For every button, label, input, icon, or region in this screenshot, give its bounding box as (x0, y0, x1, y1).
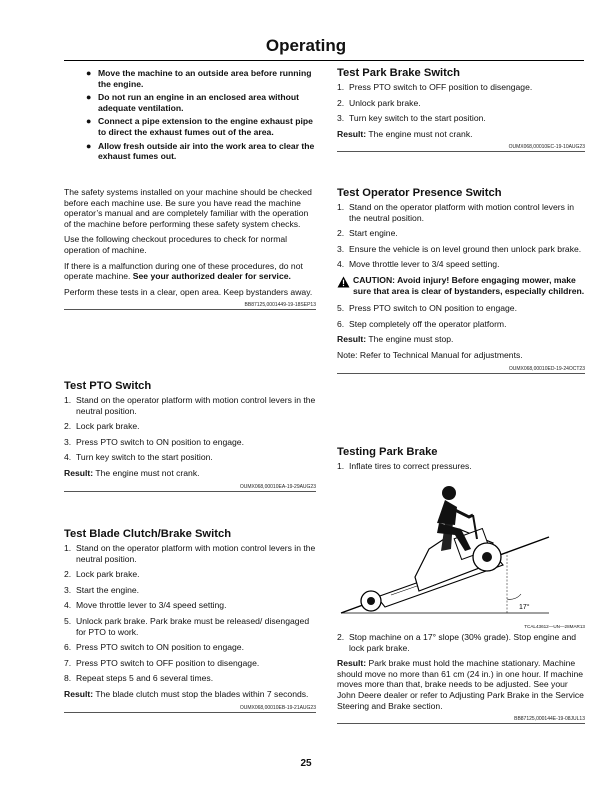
blade-section (64, 528, 316, 713)
step-item: 2. Stop machine on a 17° slope (30% grade). Stop engine and lock park brake. (337, 632, 577, 653)
step-item: 6. Press PTO switch to ON position to engage. (64, 642, 244, 653)
section-divider (337, 373, 585, 374)
step-item: 2. Lock park brake. (64, 569, 140, 580)
pto-section (64, 380, 316, 492)
step-item: 5. Press PTO switch to ON position to engage. (337, 303, 517, 314)
doc-reference: OUMX068,00010EC-19-10AUG23 (508, 144, 585, 151)
section-title: Test PTO Switch (64, 380, 152, 392)
step-item: 4. Move throttle lever to 3/4 speed setting. (64, 600, 227, 611)
step-item: 6. Step completely off the operator platform. (337, 318, 507, 329)
step-item: 2. Unlock park brake. (337, 97, 421, 108)
result-line: Result: The engine must not crank. (337, 128, 473, 139)
park-brake-section (337, 446, 585, 477)
mower-on-slope-illustration (337, 479, 585, 621)
section-title: Testing Park Brake (337, 446, 438, 458)
mower-slope-figure (337, 479, 585, 630)
result-line: Result: The engine must not crank. (64, 467, 200, 478)
doc-reference: OUMX068,00010EA-19-29AUG23 (239, 483, 316, 490)
page-title: Operating (265, 36, 347, 55)
note-line: Note: Refer to Technical Manual for adjustments. (337, 349, 523, 360)
warning-list (64, 68, 316, 165)
bullet-icon: ● (86, 68, 92, 78)
slope-angle-label: 17° (519, 604, 530, 611)
intro-section (64, 187, 316, 310)
presence-section (337, 187, 585, 374)
section-divider (64, 712, 316, 713)
result-line: Result: The blade clutch must stop the blades within 7 seconds. (64, 688, 309, 699)
step-item: 3. Press PTO switch to ON position to engage. (64, 436, 244, 447)
doc-reference: BB87125,0001449-19-18SEP13 (244, 302, 316, 309)
step-item: 4. Turn key switch to the start position. (64, 452, 213, 463)
section-divider (64, 491, 316, 492)
step-item: 1. Inflate tires to correct pressures. (337, 461, 472, 471)
intro-paragraph-1: The safety systems installed on your machine should be checked before each machine use. Be sure you have read the machine operator’s manual and are completely familiar with the operation of the machine before performing these safety system checks. (64, 187, 312, 229)
section-divider (64, 309, 316, 310)
step-item: 1. Stand on the operator platform with motion control levers in the neutral position. (337, 202, 574, 223)
doc-reference: OUMX068,00010EB-19-21AUG23 (239, 704, 316, 711)
result-line: Result: Park brake must hold the machine stationary. Machine should move no more than 61 cm (24 in.) in one hour. If machine moves more than that, brake needs to be adjusted. See your John Deere dealer or refer to Adjusting Park Brake in the Service Steering and Brake section. (337, 658, 584, 711)
bullet-icon: ● (86, 92, 92, 103)
section-title: Test Blade Clutch/Brake Switch (64, 528, 232, 540)
step-item: 4. Move throttle lever to 3/4 speed setting. (337, 259, 500, 270)
step-item: 7. Press PTO switch to OFF position to disengage. (64, 657, 260, 668)
intro-paragraph-3: If there is a malfunction during one of these procedures, do not operate machine. See your authorized dealer for service. (64, 260, 303, 282)
step-item: 5. Unlock park brake. Park brake must be released/ disengaged for PTO to work. (64, 615, 310, 637)
caution-notice: CAUTION: Avoid injury! Before engaging mower, make sure that area is clear of bystanders, especially children. (337, 275, 585, 296)
step-item: 1. Press PTO switch to OFF position to disengage. (337, 82, 533, 92)
doc-reference: OUMX068,00010ED-19-24OCT23 (508, 365, 585, 372)
step-item: 2. Start engine. (337, 228, 398, 239)
park-switch-section (337, 67, 585, 152)
step-item: 8. Repeat steps 5 and 6 several times. (64, 673, 214, 684)
warning-item: ● Move the machine to an outside area before running the engine. (86, 68, 312, 89)
result-line: Result: The engine must stop. (337, 334, 454, 345)
section-divider (337, 151, 585, 152)
doc-reference: BB87125,000144E-19-08JUL13 (514, 716, 585, 723)
warning-item: ● Do not run an engine in an enclosed area without adequate ventilation. (86, 92, 300, 113)
warning-triangle-icon (337, 276, 350, 288)
title-rule (64, 60, 584, 61)
step-item: 2. Lock park brake. (64, 421, 140, 432)
bullet-icon: ● (86, 116, 92, 127)
section-divider (337, 723, 585, 724)
intro-paragraph-2: Use the following checkout procedures to check for normal operation of machine. (64, 234, 288, 255)
section-title: Test Park Brake Switch (337, 67, 460, 79)
section-title: Test Operator Presence Switch (337, 187, 502, 199)
figure-caption: TCAL43612—UN—28MAR13 (524, 623, 585, 629)
step-item: 3. Start the engine. (64, 584, 140, 595)
warning-item: ● Connect a pipe extension to the engine exhaust pipe to direct the exhaust fumes out of the area. (86, 116, 313, 137)
park-brake-continued (337, 630, 585, 724)
page-number: 25 (300, 758, 312, 769)
step-item: 3. Turn key switch to the start position. (337, 113, 486, 124)
step-item: 3. Ensure the vehicle is on level ground then unlock park brake. (337, 243, 582, 254)
bullet-icon: ● (86, 140, 92, 151)
step-item: 1. Stand on the operator platform with motion control levers in the neutral position. (64, 395, 316, 416)
step-item: 1. Stand on the operator platform with motion control levers in the neutral position. (64, 543, 316, 564)
warning-item: ● Allow fresh outside air into the work area to clear the exhaust fumes out. (86, 140, 315, 162)
intro-paragraph-4: Perform these tests in a clear, open area. Keep bystanders away. (64, 286, 313, 297)
